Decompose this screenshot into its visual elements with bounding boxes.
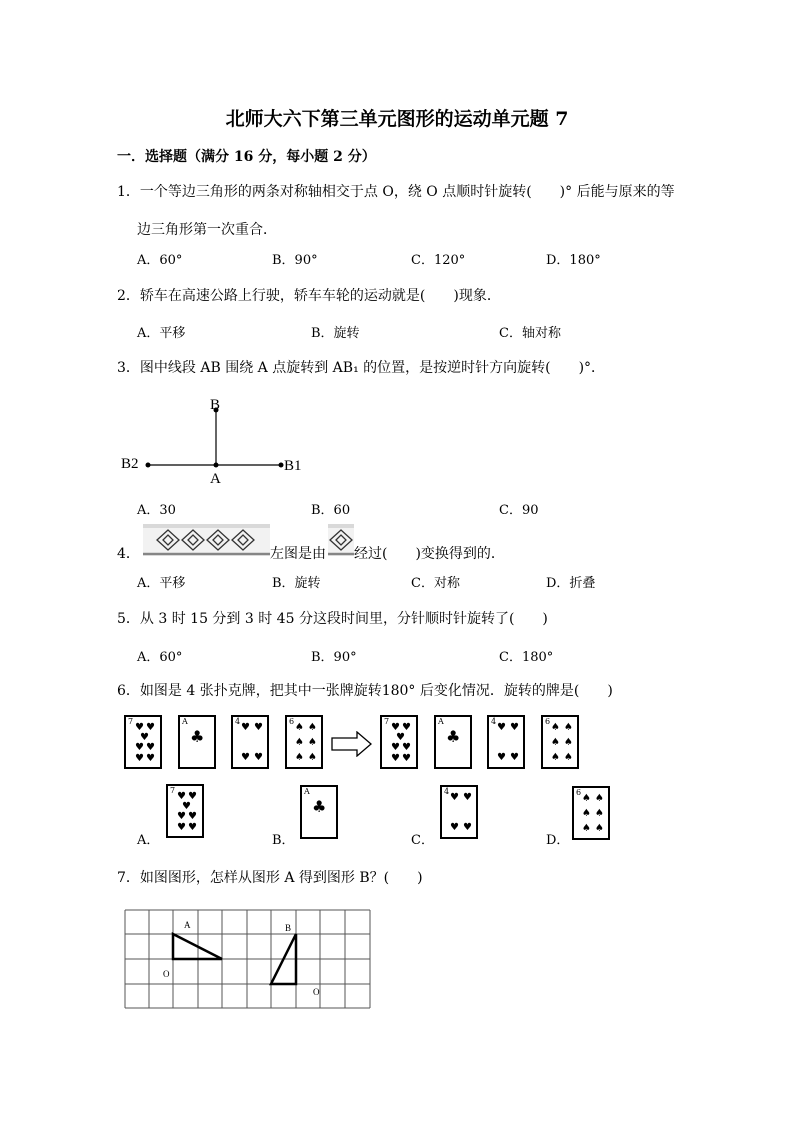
point-b-label: B [210, 397, 221, 413]
q3-option-c[interactable]: C．90 [499, 503, 539, 518]
shape-a-label: A [184, 920, 191, 930]
heart-icon: ♥ [254, 722, 263, 733]
spade-icon: ♠ [308, 722, 317, 733]
q6-option-a-label[interactable]: A． [137, 833, 160, 848]
card-after-ace-clubs: A ♣ [434, 715, 472, 769]
question-2: 2．轿车在高速公路上行驶，轿车车轮的运动就是( )现象． [117, 288, 501, 304]
spade-icon: ♠ [551, 752, 560, 763]
heart-icon: ♥ [135, 753, 144, 764]
club-icon: ♣ [312, 797, 327, 816]
spade-icon: ♠ [295, 722, 304, 733]
q5-option-b[interactable]: B．90° [311, 650, 357, 665]
q6-option-c-card[interactable]: 4 ♥ ♥ ♥ ♥ [440, 785, 478, 839]
q1-option-a[interactable]: A．60° [137, 253, 183, 268]
q1-option-c[interactable]: C．120° [411, 253, 466, 268]
q5-option-c[interactable]: C．180° [499, 650, 554, 665]
q6-option-d-card[interactable]: 6 ♠ ♠ ♠ ♠ ♠ ♠ [572, 786, 610, 840]
heart-icon: ♥ [391, 722, 400, 733]
q2-option-b[interactable]: B．旋转 [311, 326, 360, 341]
heart-icon: ♥ [177, 811, 186, 822]
q5-option-a[interactable]: A．60° [137, 650, 183, 665]
heart-icon: ♥ [140, 732, 149, 743]
point-b2-label: B2 [121, 456, 139, 472]
question-3: 3．图中线段 AB 围绕 A 点旋转到 AB₁ 的位置，是按逆时针方向旋转( )°． [117, 360, 606, 376]
heart-icon: ♥ [450, 822, 459, 833]
heart-icon: ♥ [146, 742, 155, 753]
card-before-4-hearts: 4 ♥ ♥ ♥ ♥ [231, 715, 269, 769]
question-4-number: 4． [117, 546, 140, 562]
shape-b-label: B [285, 923, 292, 933]
heart-icon: ♥ [463, 822, 472, 833]
pattern-unit-image [328, 524, 354, 556]
q6-option-a-card[interactable]: 7 ♥ ♥ ♥ ♥ ♥ ♥ ♥ [166, 784, 204, 838]
heart-icon: ♥ [391, 753, 400, 764]
section-heading: 一．选择题（满分 16 分，每小题 2 分） [117, 149, 376, 165]
q1-option-d[interactable]: D．180° [546, 253, 601, 268]
q4-option-c[interactable]: C．对称 [411, 576, 460, 591]
card-before-ace-clubs: A ♣ [178, 715, 216, 769]
heart-icon: ♥ [146, 722, 155, 733]
question-1-line-2: 边三角形第一次重合． [137, 222, 277, 238]
q6-option-b-card[interactable]: A ♣ [300, 785, 338, 839]
spade-icon: ♠ [308, 752, 317, 763]
spade-icon: ♠ [595, 823, 604, 834]
heart-icon: ♥ [402, 722, 411, 733]
heart-icon: ♥ [510, 752, 519, 763]
spade-icon: ♠ [564, 737, 573, 748]
question-4-text-mid: 左图是由 [270, 546, 326, 562]
card-after-6-spades: 6 ♠ ♠ ♠ ♠ ♠ ♠ [541, 715, 579, 769]
point-o-label-a: O [163, 969, 170, 979]
q1-option-b[interactable]: B．90° [272, 253, 318, 268]
point-o-label-b: O [313, 987, 320, 997]
point-b1-label: B1 [284, 458, 302, 474]
q6-option-b-label[interactable]: B． [272, 833, 295, 848]
spade-icon: ♠ [295, 737, 304, 748]
heart-icon: ♥ [177, 822, 186, 833]
right-arrow-icon [331, 731, 373, 757]
spade-icon: ♠ [551, 737, 560, 748]
heart-icon: ♥ [463, 792, 472, 803]
club-icon: ♣ [446, 727, 461, 746]
q3-option-a[interactable]: A．30 [137, 503, 176, 518]
heart-icon: ♥ [450, 792, 459, 803]
spade-icon: ♠ [564, 722, 573, 733]
question-1-line-1: 1．一个等边三角形的两条对称轴相交于点 O，绕 O 点顺时针旋转( )° 后能与原来的等 [117, 184, 675, 200]
heart-icon: ♥ [402, 742, 411, 753]
card-after-7-hearts: 7 ♥ ♥ ♥ ♥ ♥ ♥ ♥ [380, 715, 418, 769]
q4-option-b[interactable]: B．旋转 [272, 576, 321, 591]
spade-icon: ♠ [551, 722, 560, 733]
grid-figure [124, 909, 372, 1011]
spade-icon: ♠ [582, 823, 591, 834]
card-after-4-hearts: 4 ♥ ♥ ♥ ♥ [487, 715, 525, 769]
q6-option-d-label[interactable]: D． [546, 833, 570, 848]
heart-icon: ♥ [241, 722, 250, 733]
heart-icon: ♥ [402, 753, 411, 764]
question-5: 5．从 3 时 15 分到 3 时 45 分这段时间里，分针顺时针旋转了( ) [117, 611, 548, 627]
segment-rotation-figure [118, 392, 318, 492]
heart-icon: ♥ [135, 722, 144, 733]
question-4-text-end: 经过( )变换得到的． [354, 546, 505, 562]
spade-icon: ♠ [295, 752, 304, 763]
club-icon: ♣ [190, 727, 205, 746]
heart-icon: ♥ [188, 811, 197, 822]
spade-icon: ♠ [595, 793, 604, 804]
q3-option-b[interactable]: B．60 [311, 503, 351, 518]
spade-icon: ♠ [564, 752, 573, 763]
spade-icon: ♠ [308, 737, 317, 748]
heart-icon: ♥ [135, 742, 144, 753]
spade-icon: ♠ [582, 808, 591, 819]
heart-icon: ♥ [254, 752, 263, 763]
pattern-strip-image [143, 524, 270, 556]
heart-icon: ♥ [177, 791, 186, 802]
page-title: 北师大六下第三单元图形的运动单元题 7 [225, 108, 569, 130]
heart-icon: ♥ [241, 752, 250, 763]
q4-option-a[interactable]: A．平移 [137, 576, 186, 591]
heart-icon: ♥ [146, 753, 155, 764]
heart-icon: ♥ [497, 722, 506, 733]
q2-option-c[interactable]: C．轴对称 [499, 326, 561, 341]
card-before-6-spades: 6 ♠ ♠ ♠ ♠ ♠ ♠ [285, 715, 323, 769]
card-before-7-hearts: 7 ♥ ♥ ♥ ♥ ♥ ♥ ♥ [124, 715, 162, 769]
heart-icon: ♥ [497, 752, 506, 763]
heart-icon: ♥ [391, 742, 400, 753]
heart-icon: ♥ [510, 722, 519, 733]
heart-icon: ♥ [182, 801, 191, 812]
q4-option-d[interactable]: D．折叠 [546, 576, 596, 591]
heart-icon: ♥ [188, 791, 197, 802]
question-7: 7．如图图形，怎样从图形 A 得到图形 B？( ) [117, 870, 423, 886]
point-a-label: A [210, 471, 221, 487]
question-6: 6．如图是 4 张扑克牌，把其中一张牌旋转180° 后变化情况．旋转的牌是( ) [117, 683, 613, 699]
q2-option-a[interactable]: A．平移 [137, 326, 186, 341]
heart-icon: ♥ [188, 822, 197, 833]
spade-icon: ♠ [582, 793, 591, 804]
spade-icon: ♠ [595, 808, 604, 819]
q6-option-c-label[interactable]: C． [411, 833, 434, 848]
heart-icon: ♥ [396, 732, 405, 743]
